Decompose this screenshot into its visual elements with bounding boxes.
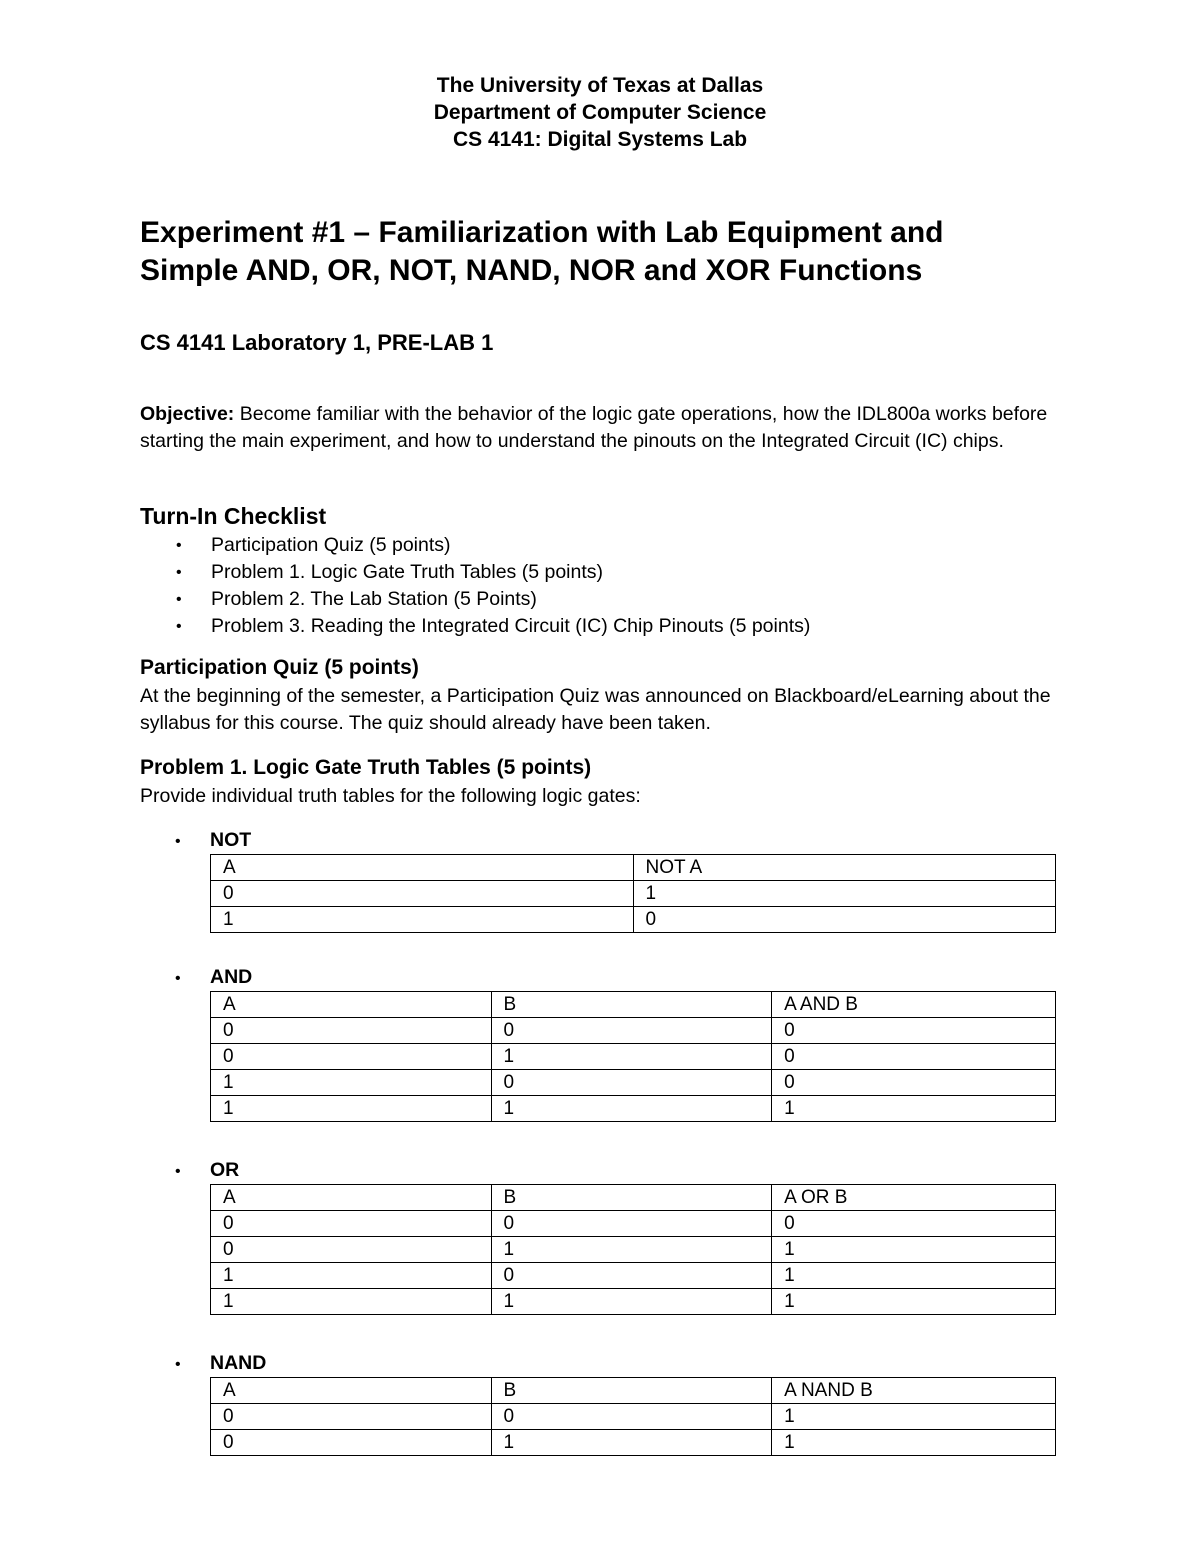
checklist-item [140, 559, 810, 586]
table-row [211, 1211, 1056, 1237]
table-cell: 0 [211, 881, 634, 907]
table-row [211, 1430, 1056, 1456]
table-header-cell: A OR B [772, 1185, 1056, 1211]
table-cell: 0 [772, 1070, 1056, 1096]
table-row [211, 1018, 1056, 1044]
course-name: CS 4141: Digital Systems Lab [452, 128, 748, 151]
gate-label-text: NOT [210, 829, 252, 851]
experiment-title-line-2: Simple AND, OR, NOT, NAND, NOR and XOR Functions [140, 254, 923, 287]
quiz-heading: Participation Quiz (5 points) [140, 656, 419, 679]
table-cell: 1 [772, 1430, 1056, 1456]
table-cell: 1 [491, 1096, 772, 1122]
table-cell: 1 [772, 1096, 1056, 1122]
checklist-item-label: Problem 1. Logic Gate Truth Tables (5 points) [211, 561, 604, 583]
experiment-title-line-1: Experiment #1 – Familiarization with Lab Equipment and [140, 216, 944, 249]
university-name: The University of Texas at Dallas [436, 74, 764, 97]
checklist-item [140, 532, 810, 559]
table-cell: 1 [491, 1237, 772, 1263]
objective-text: Become familiar with the behavior of the logic gate operations, how the IDL800a works before starting the main experiment, and how to understand the pinouts on the Integrated Circuit (IC) chips. [140, 403, 1048, 452]
table-cell: 0 [491, 1404, 772, 1430]
table-cell: 1 [772, 1289, 1056, 1315]
table-cell: 0 [491, 1018, 772, 1044]
gate-label-text: OR [210, 1159, 240, 1181]
objective-paragraph [140, 401, 1070, 455]
table-cell: 1 [211, 1096, 492, 1122]
gate-label-text: AND [210, 966, 253, 988]
table-cell: 0 [211, 1430, 492, 1456]
table-cell: 1 [211, 1070, 492, 1096]
table-row [211, 1263, 1056, 1289]
bullet-icon: • [175, 970, 181, 987]
checklist-item-label: Problem 3. Reading the Integrated Circuit (IC) Chip Pinouts (5 points) [211, 615, 811, 637]
problem1-heading: Problem 1. Logic Gate Truth Tables (5 points) [140, 756, 592, 779]
table-cell: 1 [772, 1237, 1056, 1263]
table-cell: 0 [633, 907, 1056, 933]
checklist-item-label: Problem 2. The Lab Station (5 Points) [211, 588, 537, 610]
table-cell: 0 [491, 1263, 772, 1289]
table-header-row [211, 992, 1056, 1018]
table-header-row [211, 855, 1056, 881]
table-header-cell: B [491, 1185, 772, 1211]
table-row [211, 1096, 1056, 1122]
table-cell: 0 [772, 1044, 1056, 1070]
table-cell: 1 [491, 1044, 772, 1070]
prelab-subtitle: CS 4141 Laboratory 1, PRE-LAB 1 [140, 330, 494, 355]
table-cell: 0 [772, 1211, 1056, 1237]
table-row [211, 1404, 1056, 1430]
checklist-item [140, 613, 810, 640]
table-header-cell: A NAND B [772, 1378, 1056, 1404]
table-row [211, 907, 1056, 933]
gate-label-and [175, 964, 252, 992]
checklist-heading: Turn-In Checklist [140, 503, 327, 529]
table-row [211, 1070, 1056, 1096]
table-row [211, 881, 1056, 907]
objective-label: Objective: [140, 403, 235, 425]
bullet-icon: • [176, 564, 182, 581]
table-cell: 0 [491, 1211, 772, 1237]
table-cell: 1 [633, 881, 1056, 907]
truth-table-and [210, 991, 1056, 1122]
table-header-cell: A [211, 1378, 492, 1404]
bullet-icon: • [175, 1356, 181, 1373]
truth-table-nand [210, 1377, 1056, 1456]
table-header-cell: NOT A [633, 855, 1056, 881]
checklist-item [140, 586, 810, 613]
gate-label-or [175, 1157, 239, 1185]
gate-label-not [175, 827, 251, 855]
table-cell: 1 [491, 1430, 772, 1456]
experiment-title [140, 214, 1100, 290]
table-cell: 0 [211, 1211, 492, 1237]
table-header-row [211, 1185, 1056, 1211]
gate-label-nand [175, 1350, 266, 1378]
table-header-cell: B [491, 992, 772, 1018]
bullet-icon: • [176, 618, 182, 635]
table-header-cell: B [491, 1378, 772, 1404]
truth-table-or [210, 1184, 1056, 1315]
table-cell: 0 [211, 1404, 492, 1430]
problem1-paragraph: Provide individual truth tables for the following logic gates: [140, 785, 641, 807]
department-name: Department of Computer Science [433, 101, 767, 124]
gate-label-text: NAND [210, 1352, 267, 1374]
table-cell: 1 [211, 1289, 492, 1315]
table-cell: 1 [491, 1289, 772, 1315]
truth-table-not [210, 854, 1056, 933]
table-cell: 0 [211, 1044, 492, 1070]
table-row [211, 1237, 1056, 1263]
table-header-cell: A [211, 1185, 492, 1211]
quiz-paragraph: At the beginning of the semester, a Participation Quiz was announced on Blackboard/eLearning about the syllabus for this course. The quiz should already have been taken. [140, 685, 1051, 734]
table-cell: 1 [772, 1404, 1056, 1430]
bullet-icon: • [176, 591, 182, 608]
table-header-cell: A AND B [772, 992, 1056, 1018]
table-header-cell: A [211, 992, 492, 1018]
table-header-row [211, 1378, 1056, 1404]
table-cell: 0 [211, 1018, 492, 1044]
checklist-item-label: Participation Quiz (5 points) [211, 534, 451, 556]
table-header-cell: A [211, 855, 634, 881]
table-cell: 0 [211, 1237, 492, 1263]
bullet-icon: • [175, 1163, 181, 1180]
checklist [140, 532, 810, 640]
bullet-icon: • [176, 537, 182, 554]
table-row [211, 1289, 1056, 1315]
table-cell: 0 [491, 1070, 772, 1096]
table-cell: 1 [211, 1263, 492, 1289]
bullet-icon: • [175, 833, 181, 850]
table-cell: 1 [772, 1263, 1056, 1289]
table-row [211, 1044, 1056, 1070]
table-cell: 0 [772, 1018, 1056, 1044]
document-header [0, 72, 1200, 153]
table-cell: 1 [211, 907, 634, 933]
